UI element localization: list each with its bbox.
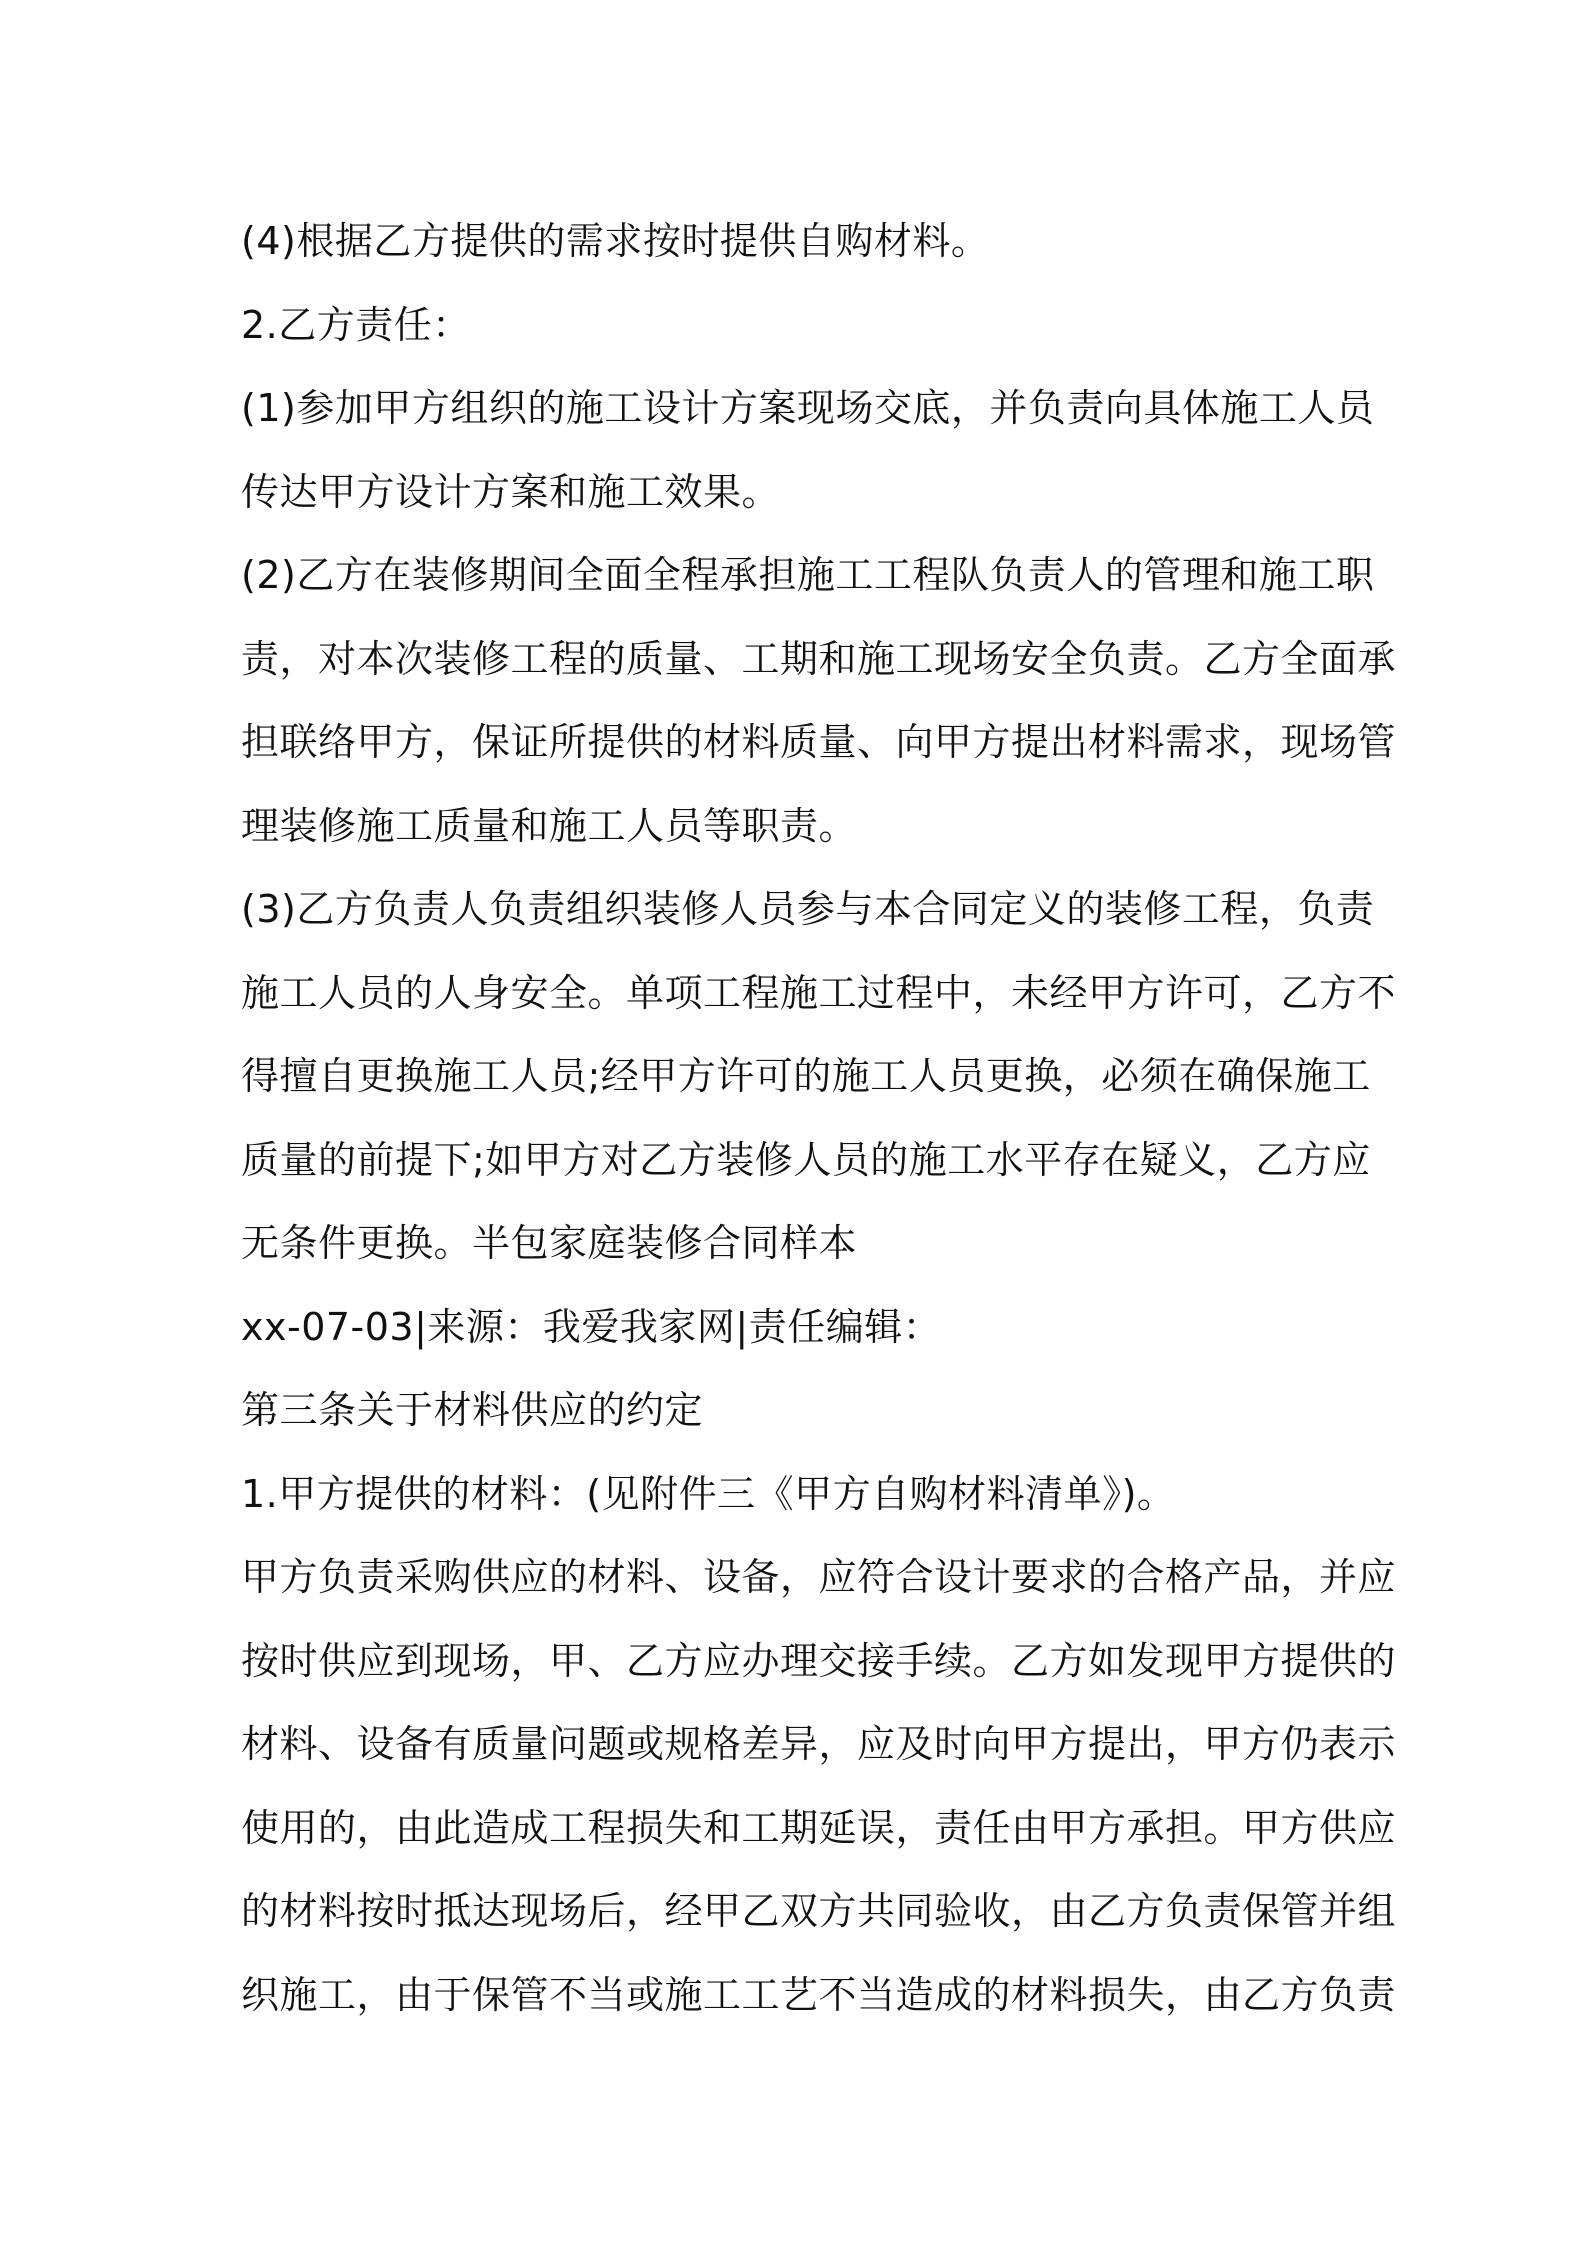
text-line: 得擅自更换施工人员;经甲方许可的施工人员更换，必须在确保施工 xyxy=(241,1054,1371,1098)
text-line: 施工人员的人身安全。单项工程施工过程中，未经甲方许可，乙方不 xyxy=(241,970,1397,1015)
text-line: 材料、设备有质量问题或规格差异，应及时向甲方提出，甲方仍表示 xyxy=(241,1722,1397,1766)
text-line: 1.甲方提供的材料：(见附件三《甲方自购材料清单》)。 xyxy=(241,1471,1176,1516)
source-line: xx-07-03|来源：我爱我家网|责任编辑： xyxy=(241,1304,942,1349)
text-line: (4)根据乙方提供的需求按时提供自购材料。 xyxy=(241,219,990,263)
text-line: 理装修施工质量和施工人员等职责。 xyxy=(241,803,858,848)
section-heading: 第三条关于材料供应的约定 xyxy=(241,1388,704,1432)
text-line: (3)乙方负责人负责组织装修人员参与本合同定义的装修工程，负责 xyxy=(241,887,1375,931)
text-line: 传达甲方设计方案和施工效果。 xyxy=(241,469,781,514)
text-line: 按时供应到现场，甲、乙方应办理交接手续。乙方如发现甲方提供的 xyxy=(241,1638,1397,1683)
text-line: 甲方负责采购供应的材料、设备，应符合设计要求的合格产品，并应 xyxy=(241,1555,1397,1599)
text-line: 无条件更换。半包家庭装修合同样本 xyxy=(241,1221,858,1265)
text-line: 的材料按时抵达现场后，经甲乙双方共同验收，由乙方负责保管并组 xyxy=(241,1889,1397,1933)
text-line: 使用的，由此造成工程损失和工期延误，责任由甲方承担。甲方供应 xyxy=(241,1805,1397,1850)
text-line: 责，对本次装修工程的质量、工期和施工现场安全负责。乙方全面承 xyxy=(241,636,1397,681)
text-line: 担联络甲方，保证所提供的材料质量、向甲方提出材料需求，现场管 xyxy=(241,720,1397,764)
text-line: 质量的前提下;如甲方对乙方装修人员的施工水平存在疑义，乙方应 xyxy=(241,1137,1371,1182)
text-line: 织施工，由于保管不当或施工工艺不当造成的材料损失，由乙方负责 xyxy=(241,1972,1397,2017)
text-line: (1)参加甲方组织的施工设计方案现场交底，并负责向具体施工人员 xyxy=(241,386,1375,430)
document-body xyxy=(241,200,1397,2037)
section-heading: 2.乙方责任： xyxy=(241,302,471,347)
text-line: (2)乙方在装修期间全面全程承担施工工程队负责人的管理和施工职 xyxy=(241,553,1375,597)
